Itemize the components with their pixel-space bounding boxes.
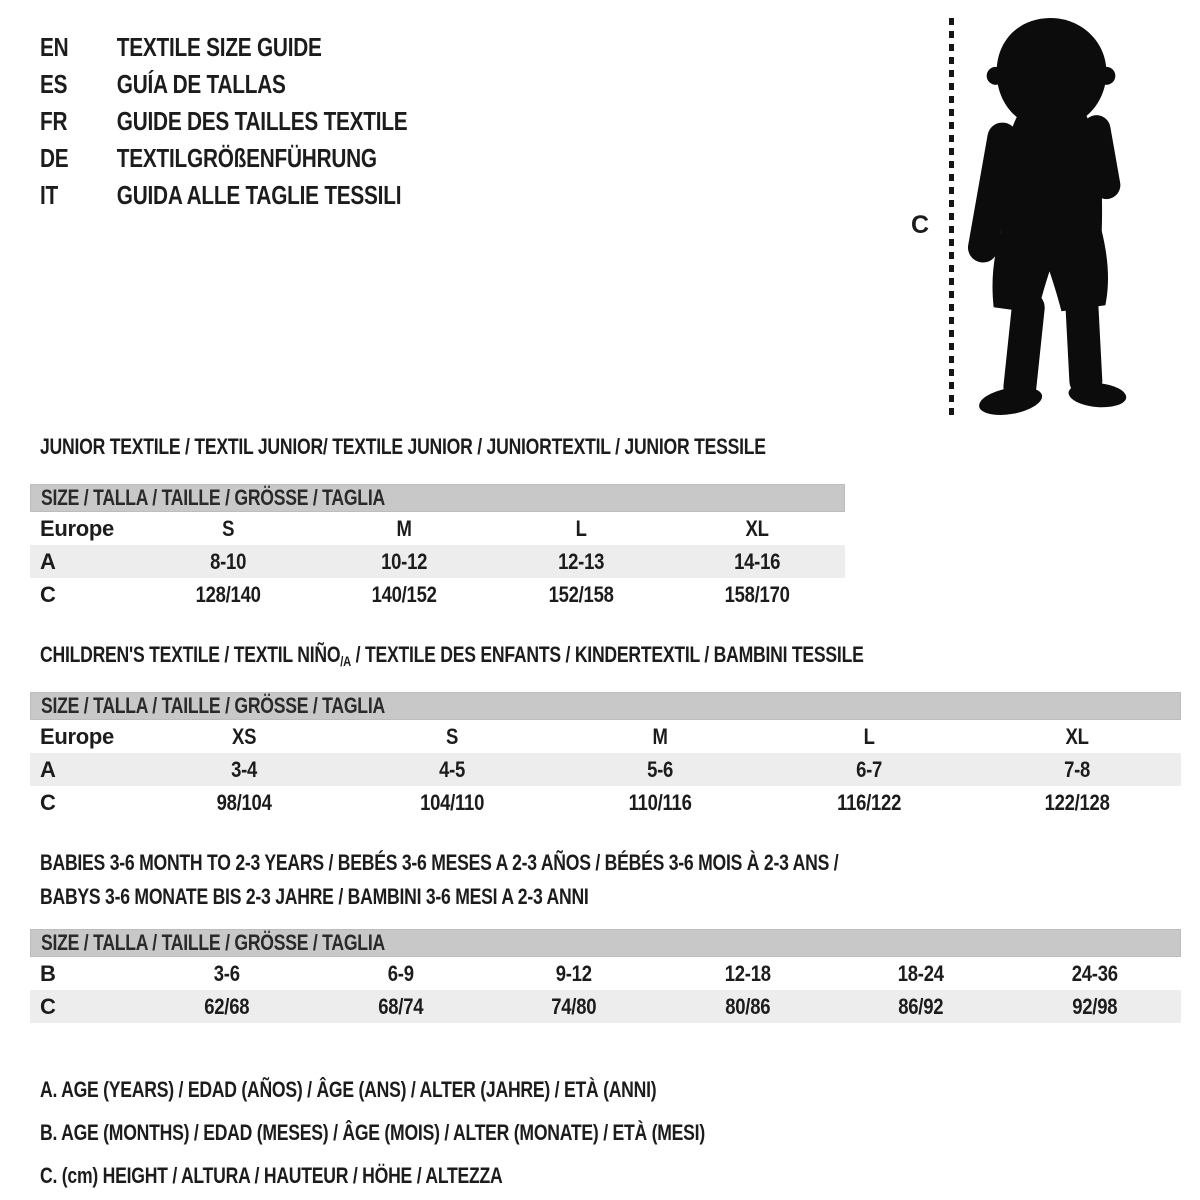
babies-title-line2: BABYS 3-6 MONATE BIS 2-3 JAHRE / BAMBINI 3-6 MESI A 2-3 ANNI (40, 884, 589, 909)
toddler-silhouette-icon (962, 10, 1144, 417)
babies-section-title (40, 846, 1038, 914)
row-label: Europe (40, 723, 114, 749)
guide-title-fr: GUIDE DES TAILLES TEXTILE (116, 106, 408, 136)
row-label: C (40, 993, 56, 1019)
age-value: 5-6 (647, 756, 674, 782)
height-value: 152/158 (548, 581, 614, 607)
height-measure-dashed-line (949, 18, 954, 416)
lang-code-es: ES (40, 69, 68, 99)
months-value: 24-36 (1071, 960, 1118, 986)
junior-row-height (30, 578, 845, 611)
size-value: S (446, 723, 459, 749)
height-value: 116/122 (836, 789, 901, 815)
babies-title-line1: BABIES 3-6 MONTH TO 2-3 YEARS / BEBÉS 3-6 MESES A 2-3 AÑOS / BÉBÉS 3-6 MOIS À 2-3 ANS / (40, 850, 839, 875)
junior-table-header: SIZE / TALLA / TAILLE / GRÖSSE / TAGLIA (41, 485, 385, 510)
lang-code-it: IT (40, 180, 59, 210)
row-label: A (40, 756, 56, 782)
age-value: 8-10 (210, 548, 247, 574)
lang-code-de: DE (40, 143, 69, 173)
junior-size-table (30, 484, 845, 611)
children-title-sub: /A (340, 653, 352, 669)
children-row-europe (30, 720, 1181, 753)
legend-line-age-months: B. AGE (MONTHS) / EDAD (MESES) / ÂGE (MOIS) / ALTER (MONATE) / ETÀ (MESI) (40, 1120, 705, 1145)
children-title-post: / TEXTILE DES ENFANTS / KINDERTEXTIL / BAMBINI TESSILE (351, 642, 864, 667)
children-table-header: SIZE / TALLA / TAILLE / GRÖSSE / TAGLIA (41, 693, 385, 718)
months-value: 3-6 (213, 960, 240, 986)
size-value: L (863, 723, 875, 749)
height-value: 128/140 (195, 581, 261, 607)
lang-code-fr: FR (40, 106, 68, 136)
children-row-age (30, 753, 1181, 786)
height-value: 110/116 (629, 789, 693, 815)
babies-table-header: SIZE / TALLA / TAILLE / GRÖSSE / TAGLIA (41, 930, 385, 955)
age-value: 4-5 (439, 756, 466, 782)
junior-row-europe (30, 512, 845, 545)
size-value: M (652, 723, 669, 749)
age-value: 3-4 (231, 756, 258, 782)
guide-title-de: TEXTILGRÖßENFÜHRUNG (116, 143, 377, 173)
babies-row-height (30, 990, 1181, 1023)
guide-title-es: GUÍA DE TALLAS (116, 69, 286, 99)
height-value: 62/68 (204, 993, 250, 1019)
height-value: 68/74 (377, 993, 423, 1019)
size-value: M (396, 515, 412, 541)
age-value: 6-7 (855, 756, 882, 782)
months-value: 9-12 (555, 960, 592, 986)
children-section-title (40, 642, 864, 674)
lang-code-en: EN (40, 32, 69, 62)
children-size-table (30, 692, 1181, 819)
size-value: L (575, 515, 587, 541)
height-measure-label: C (911, 211, 930, 239)
children-row-height (30, 786, 1181, 819)
size-value: S (222, 515, 235, 541)
row-label: C (40, 789, 56, 815)
language-title-block (40, 34, 407, 208)
guide-title-it: GUIDA ALLE TAGLIE TESSILI (116, 180, 402, 210)
legend-line-age-years: A. AGE (YEARS) / EDAD (AÑOS) / ÂGE (ANS) / ALTER (JAHRE) / ETÀ (ANNI) (40, 1077, 657, 1102)
age-value: 7-8 (1063, 756, 1090, 782)
legend-line-height: C. (cm) HEIGHT / ALTURA / HAUTEUR / HÖHE / ALTEZZA (40, 1163, 503, 1188)
size-value: XL (1065, 723, 1089, 749)
babies-size-table (30, 929, 1181, 1023)
age-value: 12-13 (557, 548, 604, 574)
row-label: C (40, 581, 56, 607)
guide-title-en: TEXTILE SIZE GUIDE (116, 32, 322, 62)
size-value: XS (232, 723, 257, 749)
months-value: 6-9 (387, 960, 414, 986)
size-value: XL (745, 515, 769, 541)
babies-row-months (30, 957, 1181, 990)
row-label: B (40, 960, 56, 986)
height-value: 80/86 (724, 993, 770, 1019)
height-value: 104/110 (420, 789, 485, 815)
height-value: 158/170 (724, 581, 790, 607)
junior-section-title: JUNIOR TEXTILE / TEXTIL JUNIOR/ TEXTILE JUNIOR / JUNIORTEXTIL / JUNIOR TESSILE (40, 434, 766, 459)
age-value: 14-16 (733, 548, 780, 574)
height-value: 74/80 (551, 993, 597, 1019)
junior-row-age (30, 545, 845, 578)
measurement-legend (40, 1068, 871, 1197)
height-value: 140/152 (371, 581, 437, 607)
height-value: 86/92 (898, 993, 944, 1019)
row-label: Europe (40, 515, 114, 541)
height-value: 98/104 (216, 789, 272, 815)
months-value: 12-18 (724, 960, 771, 986)
row-label: A (40, 548, 56, 574)
age-value: 10-12 (381, 548, 428, 574)
height-value: 92/98 (1071, 993, 1117, 1019)
children-title-pre: CHILDREN'S TEXTILE / TEXTIL NIÑO (40, 642, 341, 667)
height-value: 122/128 (1044, 789, 1110, 815)
months-value: 18-24 (897, 960, 944, 986)
